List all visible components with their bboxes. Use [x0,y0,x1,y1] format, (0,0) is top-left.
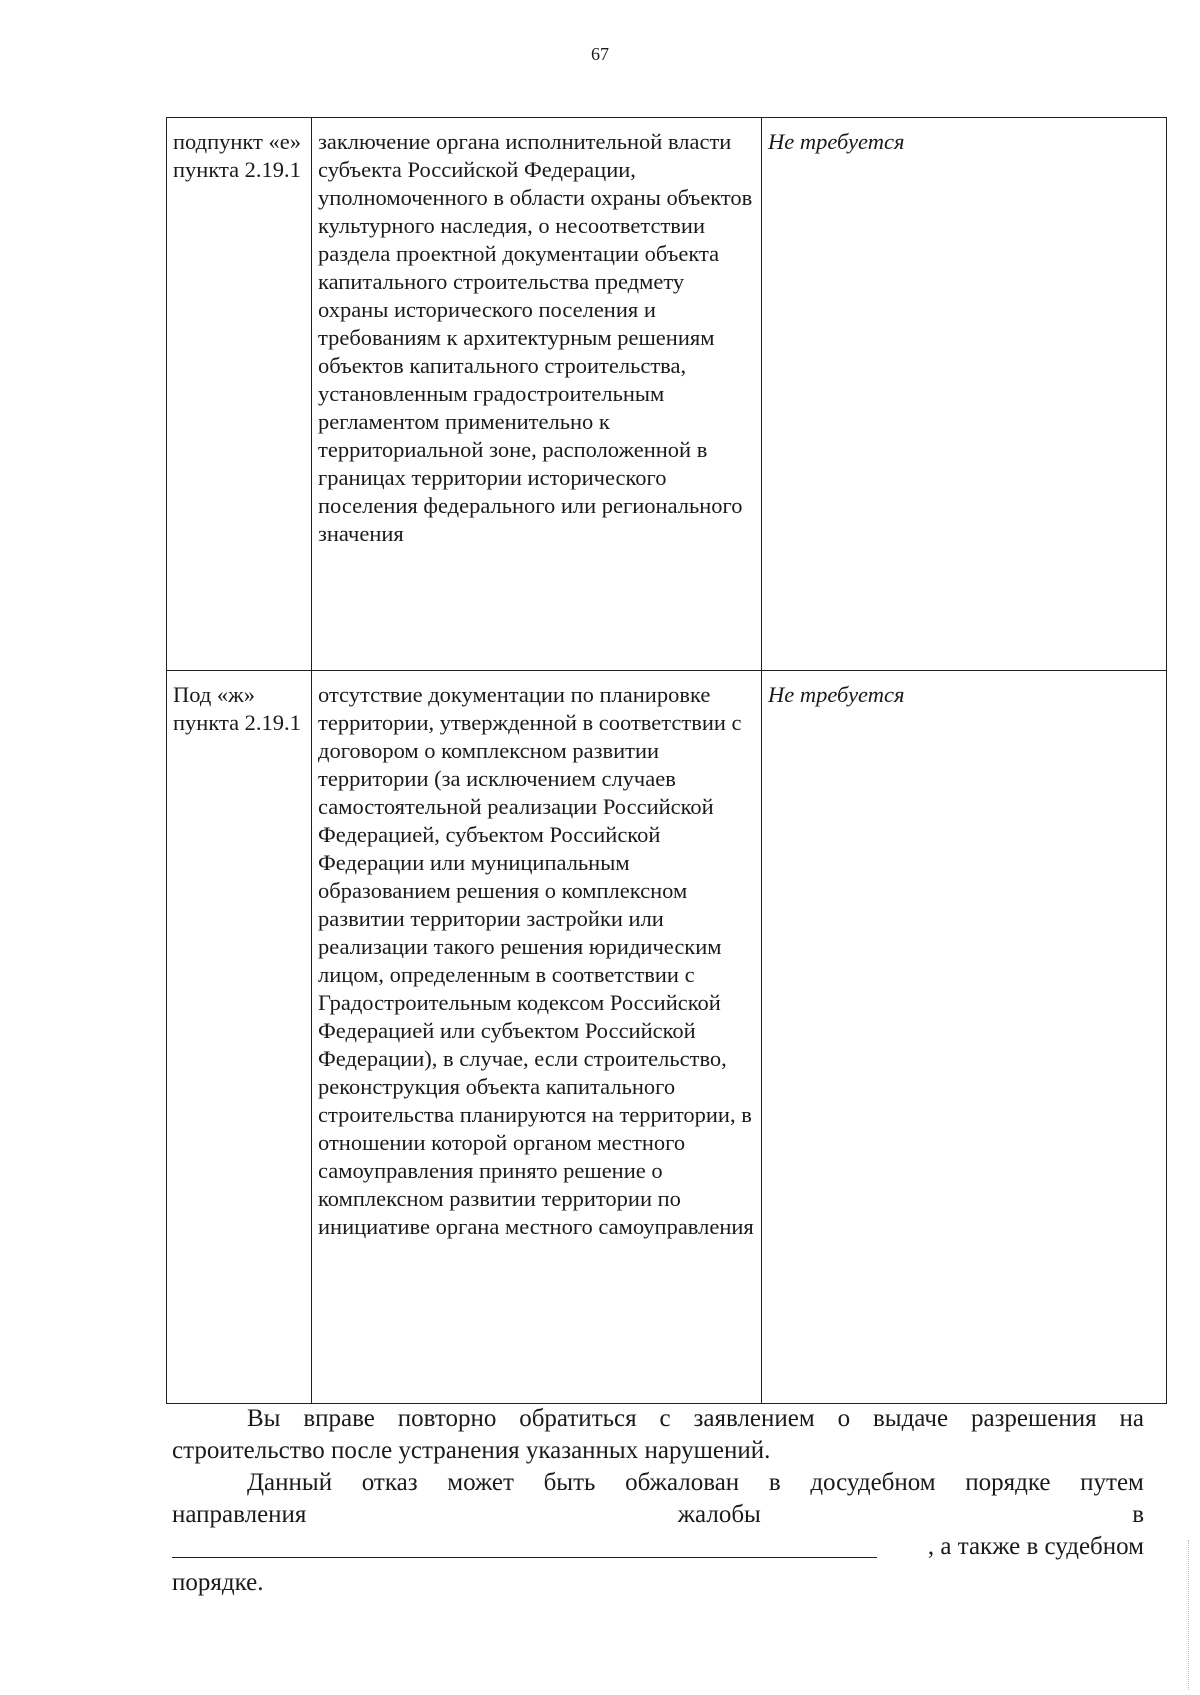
row-note: Не требуется [762,118,1167,671]
appeal-line-1 [172,1467,1144,1499]
word: Данный [247,1469,333,1496]
page-number: 67 [591,44,609,64]
word: обжалован [625,1469,740,1496]
word: путем [1080,1469,1144,1496]
table-row [167,671,1167,1404]
row-description: заключение органа исполнительной власти субъекта Российской Федерации, уполномоченного в области охраны объектов культурного наследия, о несоответствии раздела проектной документации объекта капитального строительства предмету охраны исторического поселения и требованиям к архитектурным решениям объектов капитального строительства, установленным градостроительным регламентом применительно к территориальной зоне, расположенной в границах территории исторического поселения федерального или регионального значения [312,118,762,671]
word: досудебном [810,1469,936,1496]
grounds-table [166,117,1167,1404]
word: жалобы [677,1501,761,1528]
table-row [167,118,1167,671]
word: отказ [361,1469,418,1496]
appeal-line-3 [172,1531,1144,1563]
row-description: отсутствие документации по планировке территории, утвержденной в соответствии с договором о комплексном развитии территории (за исключением случаев самостоятельной реализации Российской Федерацией, субъектом Российской Федерации или муниципальным образованием решения о комплексном развитии территории застройки или реализации такого решения юридическим лицом, определенным в соответствии с Градостроительным кодексом Российской Федерацией или субъектом Российской Федерации), в случае, если строительство, реконструкция объекта капитального строительства планируются на территории, в отношении которой органом местного самоуправления принято решение о комплексном развитии территории по инициативе органа местного самоуправления [312,671,762,1404]
word: может [447,1469,514,1496]
appeal-line-4: порядке. [172,1569,264,1596]
word: в [1132,1501,1144,1528]
appeal-authority-blank [172,1531,877,1558]
row-reference: подпункт «е» пункта 2.19.1 [167,118,312,671]
row-reference: Под «ж» пункта 2.19.1 [167,671,312,1404]
closing-text [172,1403,1144,1599]
scan-margin-mark [1188,1540,1190,1690]
word: в [768,1469,781,1496]
appeal-line-2 [172,1499,1144,1531]
word: порядке [965,1469,1051,1496]
reapply-paragraph: Вы вправе повторно обратиться с заявлением о выдаче разрешения на строительство после устранения указанных нарушений. [172,1405,1144,1464]
appeal-line-3-tail: , а также в судебном [927,1533,1144,1560]
word: направления [172,1501,307,1528]
row-note: Не требуется [762,671,1167,1404]
word: быть [543,1469,596,1496]
